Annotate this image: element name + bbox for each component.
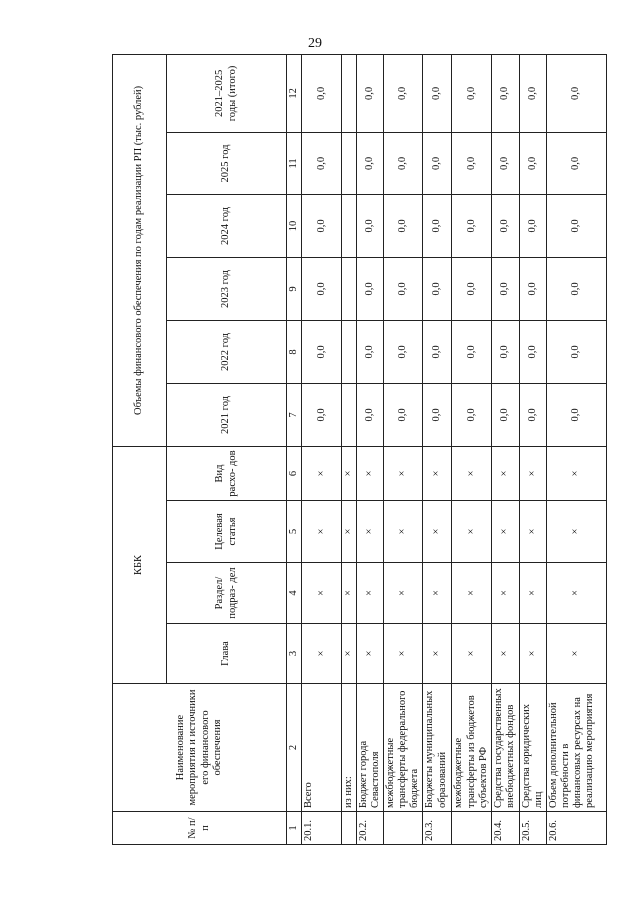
row-name: межбюджетные трансферты из бюджетов субъектов РФ bbox=[452, 684, 491, 812]
header-year-2022: 2022 год bbox=[167, 320, 287, 383]
value-cell: 0,0 bbox=[452, 320, 491, 383]
header-year-2023: 2023 год bbox=[167, 257, 287, 320]
value-cell bbox=[342, 383, 357, 446]
value-cell: 0,0 bbox=[491, 132, 519, 194]
value-cell: 0,0 bbox=[423, 194, 452, 257]
kbk-cell: × bbox=[342, 563, 357, 624]
value-cell: 0,0 bbox=[519, 194, 546, 257]
colnum: 9 bbox=[287, 257, 302, 320]
row-name: из них: bbox=[342, 684, 357, 812]
value-cell: 0,0 bbox=[491, 320, 519, 383]
value-cell: 0,0 bbox=[519, 320, 546, 383]
value-cell: 0,0 bbox=[546, 54, 606, 132]
header-funding: Объемы финансового обеспечения по годам реализации РП (тыс. рублей) bbox=[113, 54, 167, 446]
value-cell: 0,0 bbox=[452, 194, 491, 257]
value-cell: 0,0 bbox=[357, 257, 384, 320]
kbk-cell: × bbox=[546, 624, 606, 684]
colnum: 10 bbox=[287, 194, 302, 257]
row-name: Всего bbox=[302, 684, 342, 812]
row-id bbox=[384, 812, 423, 845]
header-year-2021: 2021 год bbox=[167, 383, 287, 446]
value-cell: 0,0 bbox=[357, 320, 384, 383]
kbk-cell: × bbox=[342, 501, 357, 563]
row-id: 20.4. bbox=[491, 812, 519, 845]
kbk-cell: × bbox=[452, 624, 491, 684]
value-cell: 0,0 bbox=[546, 194, 606, 257]
value-cell: 0,0 bbox=[452, 383, 491, 446]
kbk-cell: × bbox=[357, 563, 384, 624]
value-cell: 0,0 bbox=[302, 383, 342, 446]
kbk-cell: × bbox=[452, 446, 491, 500]
kbk-cell: × bbox=[342, 446, 357, 500]
row-name: Объем дополнительной потребности в финансовых ресурсах на реализацию мероприятия bbox=[546, 684, 606, 812]
value-cell: 0,0 bbox=[384, 54, 423, 132]
table-row bbox=[342, 54, 357, 844]
colnum: 12 bbox=[287, 54, 302, 132]
value-cell: 0,0 bbox=[423, 320, 452, 383]
colnum: 2 bbox=[287, 684, 302, 812]
row-id bbox=[342, 812, 357, 845]
value-cell: 0,0 bbox=[357, 54, 384, 132]
row-name: Бюджет города Севастополя bbox=[357, 684, 384, 812]
kbk-cell: × bbox=[384, 563, 423, 624]
kbk-cell: × bbox=[452, 501, 491, 563]
table-body bbox=[302, 54, 607, 844]
kbk-cell: × bbox=[546, 501, 606, 563]
value-cell: 0,0 bbox=[302, 54, 342, 132]
value-cell: 0,0 bbox=[452, 132, 491, 194]
kbk-cell: × bbox=[491, 501, 519, 563]
kbk-cell: × bbox=[302, 446, 342, 500]
row-id: 20.1. bbox=[302, 812, 342, 845]
kbk-cell: × bbox=[357, 624, 384, 684]
value-cell: 0,0 bbox=[423, 132, 452, 194]
table-row bbox=[491, 54, 519, 844]
kbk-cell: × bbox=[357, 501, 384, 563]
value-cell bbox=[342, 132, 357, 194]
value-cell: 0,0 bbox=[423, 257, 452, 320]
header-year-2024: 2024 год bbox=[167, 194, 287, 257]
kbk-cell: × bbox=[384, 624, 423, 684]
table-row bbox=[546, 54, 606, 844]
kbk-cell: × bbox=[423, 501, 452, 563]
value-cell: 0,0 bbox=[302, 320, 342, 383]
kbk-cell: × bbox=[384, 501, 423, 563]
value-cell: 0,0 bbox=[384, 320, 423, 383]
value-cell: 0,0 bbox=[423, 54, 452, 132]
row-name: межбюджетные трансферты федерального бюджета bbox=[384, 684, 423, 812]
kbk-cell: × bbox=[357, 446, 384, 500]
colnum: 6 bbox=[287, 446, 302, 500]
kbk-cell: × bbox=[491, 563, 519, 624]
value-cell: 0,0 bbox=[384, 257, 423, 320]
header-razdel: Раздел/ подраз- дел bbox=[167, 563, 287, 624]
value-cell: 0,0 bbox=[452, 257, 491, 320]
value-cell: 0,0 bbox=[384, 194, 423, 257]
value-cell: 0,0 bbox=[546, 383, 606, 446]
header-total: 2021–2025 годы (итого) bbox=[167, 54, 287, 132]
kbk-cell: × bbox=[491, 624, 519, 684]
header-glava: Глава bbox=[167, 624, 287, 684]
row-id: 20.5. bbox=[519, 812, 546, 845]
value-cell bbox=[342, 320, 357, 383]
header-name: Наименование мероприятия и источники его финансового обеспечения bbox=[113, 684, 287, 812]
table-row bbox=[357, 54, 384, 844]
table-row bbox=[452, 54, 491, 844]
table-row bbox=[519, 54, 546, 844]
row-id bbox=[452, 812, 491, 845]
funding-table bbox=[112, 54, 607, 845]
kbk-cell: × bbox=[423, 624, 452, 684]
row-name: Средства юридических лиц bbox=[519, 684, 546, 812]
table-area bbox=[112, 55, 595, 845]
header-num: № п/п bbox=[113, 812, 287, 845]
kbk-cell: × bbox=[302, 563, 342, 624]
value-cell: 0,0 bbox=[384, 132, 423, 194]
kbk-cell: × bbox=[519, 501, 546, 563]
header-vid: Вид расхо- дов bbox=[167, 446, 287, 500]
kbk-cell: × bbox=[423, 563, 452, 624]
colnum: 1 bbox=[287, 812, 302, 845]
value-cell: 0,0 bbox=[452, 54, 491, 132]
value-cell: 0,0 bbox=[384, 383, 423, 446]
value-cell: 0,0 bbox=[491, 383, 519, 446]
value-cell: 0,0 bbox=[519, 54, 546, 132]
colnum: 4 bbox=[287, 563, 302, 624]
kbk-cell: × bbox=[302, 624, 342, 684]
value-cell: 0,0 bbox=[302, 132, 342, 194]
kbk-cell: × bbox=[519, 624, 546, 684]
value-cell: 0,0 bbox=[491, 194, 519, 257]
value-cell: 0,0 bbox=[546, 320, 606, 383]
row-name: Бюджеты муниципальных образований bbox=[423, 684, 452, 812]
colnum: 3 bbox=[287, 624, 302, 684]
row-id: 20.6. bbox=[546, 812, 606, 845]
value-cell bbox=[342, 194, 357, 257]
value-cell: 0,0 bbox=[519, 257, 546, 320]
value-cell bbox=[342, 257, 357, 320]
kbk-cell: × bbox=[546, 563, 606, 624]
value-cell: 0,0 bbox=[546, 132, 606, 194]
value-cell: 0,0 bbox=[302, 257, 342, 320]
header-celevaya: Целевая статья bbox=[167, 501, 287, 563]
row-name: Средства государственных внебюджетных фондов bbox=[491, 684, 519, 812]
header-kbk: КБК bbox=[113, 446, 167, 683]
kbk-cell: × bbox=[452, 563, 491, 624]
value-cell: 0,0 bbox=[357, 132, 384, 194]
table-row bbox=[384, 54, 423, 844]
value-cell: 0,0 bbox=[357, 194, 384, 257]
value-cell: 0,0 bbox=[357, 383, 384, 446]
value-cell: 0,0 bbox=[519, 383, 546, 446]
value-cell: 0,0 bbox=[491, 257, 519, 320]
kbk-cell: × bbox=[423, 446, 452, 500]
page-number: 29 bbox=[308, 36, 322, 51]
colnum: 8 bbox=[287, 320, 302, 383]
colnum: 7 bbox=[287, 383, 302, 446]
kbk-cell: × bbox=[546, 446, 606, 500]
value-cell: 0,0 bbox=[302, 194, 342, 257]
kbk-cell: × bbox=[384, 446, 423, 500]
value-cell: 0,0 bbox=[423, 383, 452, 446]
kbk-cell: × bbox=[491, 446, 519, 500]
value-cell: 0,0 bbox=[491, 54, 519, 132]
value-cell: 0,0 bbox=[519, 132, 546, 194]
table-row bbox=[302, 54, 342, 844]
table-row bbox=[423, 54, 452, 844]
header-year-2025: 2025 год bbox=[167, 132, 287, 194]
kbk-cell: × bbox=[342, 624, 357, 684]
colnum: 5 bbox=[287, 501, 302, 563]
kbk-cell: × bbox=[519, 563, 546, 624]
row-id: 20.3. bbox=[423, 812, 452, 845]
row-id: 20.2. bbox=[357, 812, 384, 845]
kbk-cell: × bbox=[519, 446, 546, 500]
kbk-cell: × bbox=[302, 501, 342, 563]
colnum: 11 bbox=[287, 132, 302, 194]
value-cell bbox=[342, 54, 357, 132]
value-cell: 0,0 bbox=[546, 257, 606, 320]
